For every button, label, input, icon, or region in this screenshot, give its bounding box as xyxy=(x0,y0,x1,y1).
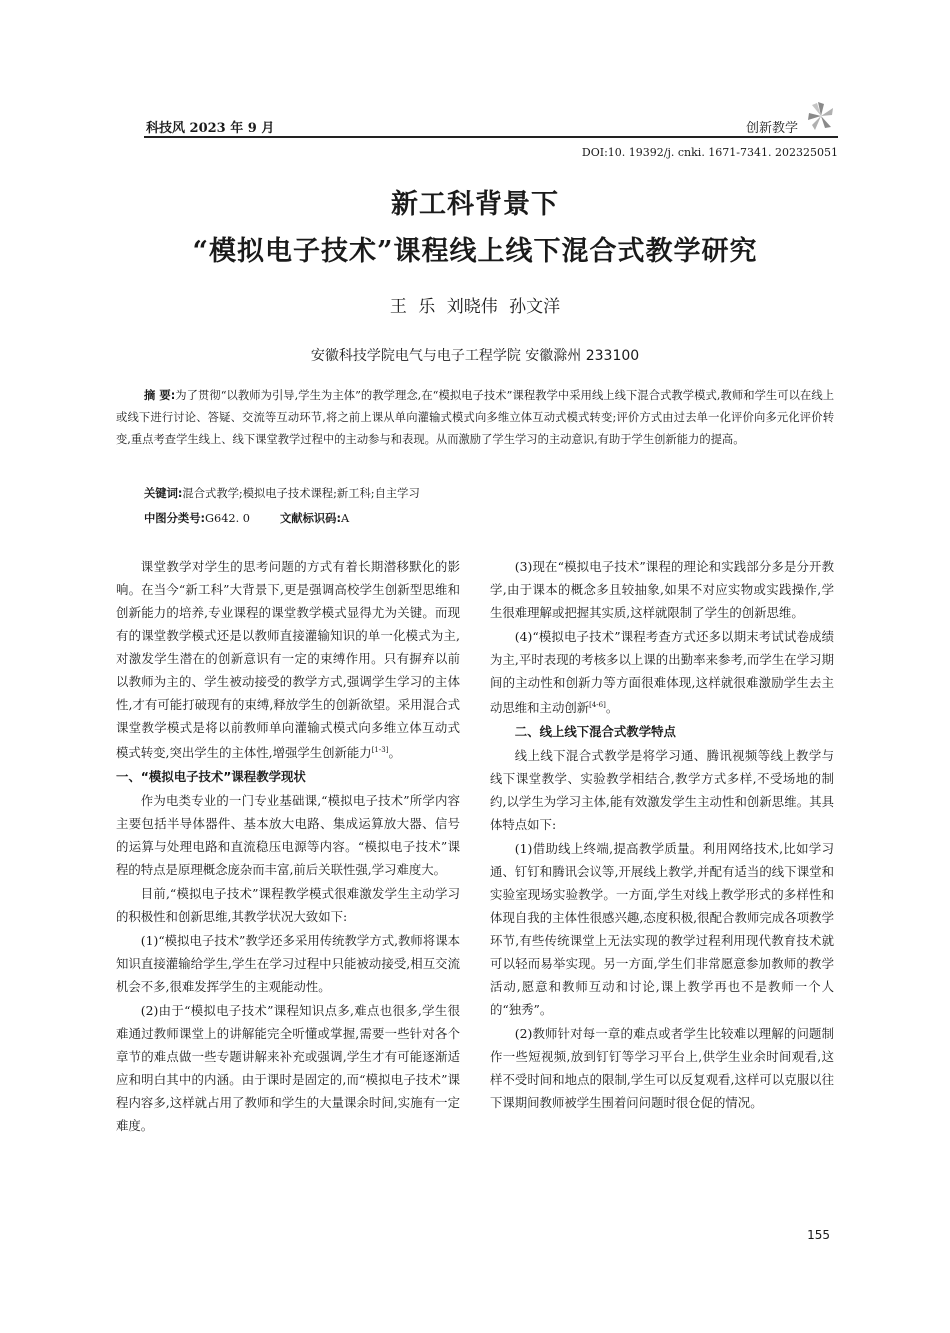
abstract xyxy=(116,385,834,451)
doi: DOI:10. 19392/j. cnki. 1671-7341. 202325051 xyxy=(581,146,838,159)
keywords-text: 混合式教学;模拟电子技术课程;新工科;自主学习 xyxy=(182,487,420,500)
keywords-label: 关键词: xyxy=(144,487,183,500)
keywords xyxy=(144,485,420,501)
doc-code-label: 文献标识码: xyxy=(279,512,341,525)
abstract-label: 摘 要: xyxy=(144,389,176,402)
section-label: 创新教学 xyxy=(745,121,798,136)
title-line-1: 新工科背景下 xyxy=(391,189,559,220)
title-line-2: “模拟电子技术”课程线上线下混合式教学研究 xyxy=(192,236,758,267)
paragraph: (1)“模拟电子技术”教学还多采用传统教学方式,教师将课本知识直接灌输给学生,学生在学习过程中只能被动接受,相互交流机会不多,很难发挥学生的主观能动性。 xyxy=(116,933,460,995)
paragraph: 作为电类专业的一门专业基础课,“模拟电子技术”所学内容主要包括半导体器件、基本放大电路、集成运算放大器、信号的运算与处理电路和直流稳压电源等内容。“模拟电子技术”课程的特点是原理概念庞杂而丰富,前后关联性强,学习难度大。 xyxy=(116,793,460,878)
clc-label: 中图分类号: xyxy=(144,512,206,525)
paragraph: (2)由于“模拟电子技术”课程知识点多,难点也很多,学生很难通过教师课堂上的讲解能完全听懂或掌握,需要一些针对各个章节的难点做一些专题讲解来补充或强调,学生才有可能逐渐适应和明白其中的内涵。由于课时是固定的,而“模拟电子技术”课程内容多,这样就占用了教师和学生的大量课余时间,实施有一定难度。 xyxy=(116,1003,460,1134)
citation: [1-3] xyxy=(371,746,389,754)
paragraph: 线上线下混合式教学是将学习通、腾讯视频等线上教学与线下课堂教学、实验教学相结合,教学方式多样,不受场地的制约,以学生为学习主体,能有效激发学生主动性和创新思维。其具体特点如下: xyxy=(490,748,834,833)
clc-value: G642. 0 xyxy=(205,512,250,525)
paragraph: (3)现在“模拟电子技术”课程的理论和实践部分多是分开教学,由于课本的概念多且较抽象,如果不对应实物或实践操作,学生很难理解或把握其实质,这样就限制了学生的创新思维。 xyxy=(490,559,834,620)
paragraph: (4)“模拟电子技术”课程考查方式还多以期末考试试卷成绩为主,平时表现的考核多以上课的出勤率来参考,而学生在学习期间的主动性和创新力等方面很难体现,这样就很难激励学生去主动思维和主动创新[4-6]。 xyxy=(490,629,834,716)
classification xyxy=(144,510,349,526)
left-column xyxy=(116,555,460,1138)
paragraph: (2)教师针对每一章的难点或者学生比较难以理解的问题制作一些短视频,放到钉钉等学习平台上,供学生业余时间观看,这样不受时间和地点的限制,学生可以反复观看,这样可以克服以往下课期间教师被学生围着问问题时很仓促的情况。 xyxy=(490,1026,834,1111)
pinwheel-logo-icon xyxy=(806,99,836,133)
header-rule xyxy=(144,136,838,138)
doc-code-value: A xyxy=(341,512,350,525)
citation: [4-6] xyxy=(589,701,606,709)
page-number: 155 xyxy=(807,1228,830,1242)
affiliation: 安徽科技学院电气与电子工程学院 安徽滁州 233100 xyxy=(310,348,640,364)
journal-issue: 科技风 2023 年 9 月 xyxy=(146,121,275,136)
abstract-text: 为了贯彻“以教师为引导,学生为主体”的教学理念,在“模拟电子技术”课程教学中采用线上线下混合式教学模式,教师和学生可以在线上或线下进行讨论、答疑、交流等互动环节,将之前上课从单向灌输式模式向多维立体互动式模式转变;评价方式由过去单一化评价向多元化评价转变,重点考查学生线上、线下课堂教学过程中的主动参与和表现。从而激励了学生学习的主动意识,有助于学生创新能力的提高。 xyxy=(116,389,834,446)
paragraph: 目前,“模拟电子技术”课程教学模式很难激发学生主动学习的积极性和创新思维,其教学状况大致如下: xyxy=(116,886,460,925)
paragraph: (1)借助线上终端,提高教学质量。利用网络技术,比如学习通、钉钉和腾讯会议等,开展线上教学,并配有适当的线下课堂和实验室现场实验教学。一方面,学生对线上教学形式的多样性和体现自我的主体性很感兴趣,态度积极,很配合教师完成各项教学环节,有些传统课堂上无法实现的教学过程利用现代教育技术就可以轻而易举实现。另一方面,学生们非常愿意参加教师的教学活动,愿意和教师互动和讨论,课上教学再也不是教师一个人的“独秀”。 xyxy=(490,841,834,1018)
paragraph: 课堂教学对学生的思考问题的方式有着长期潜移默化的影响。在当今“新工科”大背景下,更是强调高校学生创新型思维和创新能力的培养,专业课程的课堂教学模式显得尤为关键。而现有的课堂教学模式还是以教师直接灌输知识的单一化模式为主,对激发学生潜在的创新意识有一定的束缚作用。只有摒弃以前以教师为主的、学生被动接受的教学方式,强调学生学习的主体性,才有可能打破现有的束缚,释放学生的创新欲望。采用混合式课堂教学模式是将以前教师单向灌输式模式向多维立体互动式模式转变,突出学生的主体性,增强学生创新能力[1-3]。 xyxy=(116,559,460,761)
section-heading-1: 一、“模拟电子技术”课程教学现状 xyxy=(116,769,306,785)
authors: 王 乐 刘晓伟 孙文洋 xyxy=(389,297,561,317)
section-heading-2: 二、线上线下混合式教学特点 xyxy=(514,724,676,740)
right-column xyxy=(490,555,834,1115)
